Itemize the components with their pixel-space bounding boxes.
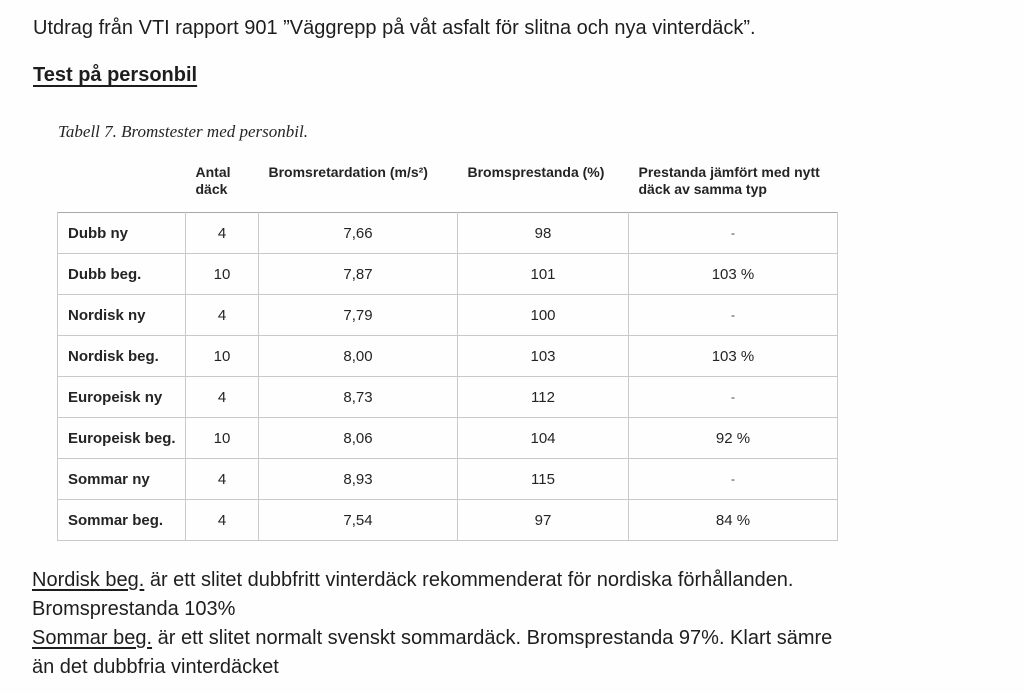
- cell-antal-dack: 10: [186, 254, 259, 295]
- cell-antal-dack: 4: [186, 459, 259, 500]
- cell-antal-dack: 4: [186, 377, 259, 418]
- cell-prestanda-jamfort: 84 %: [629, 500, 838, 541]
- table-row: [58, 459, 838, 500]
- note-line: [32, 566, 1024, 595]
- note-text: är ett slitet dubbfritt vinterdäck rekommenderat för nordiska förhållanden.: [144, 569, 794, 591]
- cell-antal-dack: 4: [186, 295, 259, 336]
- cell-tyre-type: Nordisk ny: [58, 295, 186, 336]
- section-heading: Test på personbil: [33, 64, 198, 86]
- note-term-underlined: Sommar beg.: [32, 627, 153, 649]
- cell-bromsretardation: 7,66: [259, 213, 458, 254]
- note-line: [32, 595, 1024, 624]
- cell-tyre-type: Europeisk ny: [58, 377, 186, 418]
- header-prestanda-jamfort: Prestanda jämfört med nytt däck av samma typ: [638, 164, 820, 197]
- cell-prestanda-jamfort: -: [629, 377, 838, 418]
- cell-bromsretardation: 8,93: [259, 459, 458, 500]
- cell-bromsprestanda: 101: [458, 254, 629, 295]
- note-line: [32, 653, 1024, 682]
- cell-tyre-type: Sommar beg.: [58, 500, 186, 541]
- brake-test-table: [57, 156, 838, 541]
- cell-tyre-type: Europeisk beg.: [58, 418, 186, 459]
- cell-bromsprestanda: 115: [458, 459, 629, 500]
- header-bromsprestanda: Bromsprestanda (%): [467, 164, 605, 180]
- cell-antal-dack: 4: [186, 213, 259, 254]
- header-tyre-type: [58, 156, 186, 213]
- table-row: [58, 295, 838, 336]
- document-title: Utdrag från VTI rapport 901 ”Väggrepp på våt asfalt för slitna och nya vinterdäck”.: [33, 17, 756, 39]
- cell-bromsprestanda: 98: [458, 213, 629, 254]
- note-text: än det dubbfria vinterdäcket: [32, 656, 279, 678]
- table-row: [58, 213, 838, 254]
- cell-bromsprestanda: 103: [458, 336, 629, 377]
- note-text: är ett slitet normalt svenskt sommardäck. Bromsprestanda 97%. Klart sämre: [152, 627, 833, 649]
- cell-bromsprestanda: 104: [458, 418, 629, 459]
- cell-prestanda-jamfort: 92 %: [629, 418, 838, 459]
- notes-section: [32, 566, 1024, 682]
- header-antal-dack: Antal däck: [195, 164, 231, 197]
- cell-bromsretardation: 7,79: [259, 295, 458, 336]
- cell-bromsprestanda: 112: [458, 377, 629, 418]
- cell-bromsretardation: 8,06: [259, 418, 458, 459]
- table-header-row: [58, 156, 838, 213]
- table-row: [58, 254, 838, 295]
- note-text: Bromsprestanda 103%: [32, 598, 236, 620]
- cell-bromsretardation: 8,00: [259, 336, 458, 377]
- cell-tyre-type: Dubb beg.: [58, 254, 186, 295]
- table-row: [58, 500, 838, 541]
- cell-bromsprestanda: 100: [458, 295, 629, 336]
- cell-bromsretardation: 7,87: [259, 254, 458, 295]
- cell-bromsretardation: 7,54: [259, 500, 458, 541]
- cell-antal-dack: 10: [186, 336, 259, 377]
- cell-prestanda-jamfort: -: [629, 213, 838, 254]
- cell-prestanda-jamfort: -: [629, 295, 838, 336]
- cell-prestanda-jamfort: 103 %: [629, 336, 838, 377]
- table-row: [58, 336, 838, 377]
- note-line: [32, 624, 1024, 653]
- cell-prestanda-jamfort: -: [629, 459, 838, 500]
- table-row: [58, 377, 838, 418]
- cell-tyre-type: Nordisk beg.: [58, 336, 186, 377]
- table-caption: Tabell 7. Bromstester med personbil.: [58, 122, 308, 141]
- table-row: [58, 418, 838, 459]
- note-term-underlined: Nordisk beg.: [32, 569, 145, 591]
- cell-prestanda-jamfort: 103 %: [629, 254, 838, 295]
- cell-antal-dack: 4: [186, 500, 259, 541]
- header-bromsretardation: Bromsretardation (m/s²): [268, 164, 428, 180]
- cell-antal-dack: 10: [186, 418, 259, 459]
- cell-bromsretardation: 8,73: [259, 377, 458, 418]
- cell-bromsprestanda: 97: [458, 500, 629, 541]
- cell-tyre-type: Dubb ny: [58, 213, 186, 254]
- cell-tyre-type: Sommar ny: [58, 459, 186, 500]
